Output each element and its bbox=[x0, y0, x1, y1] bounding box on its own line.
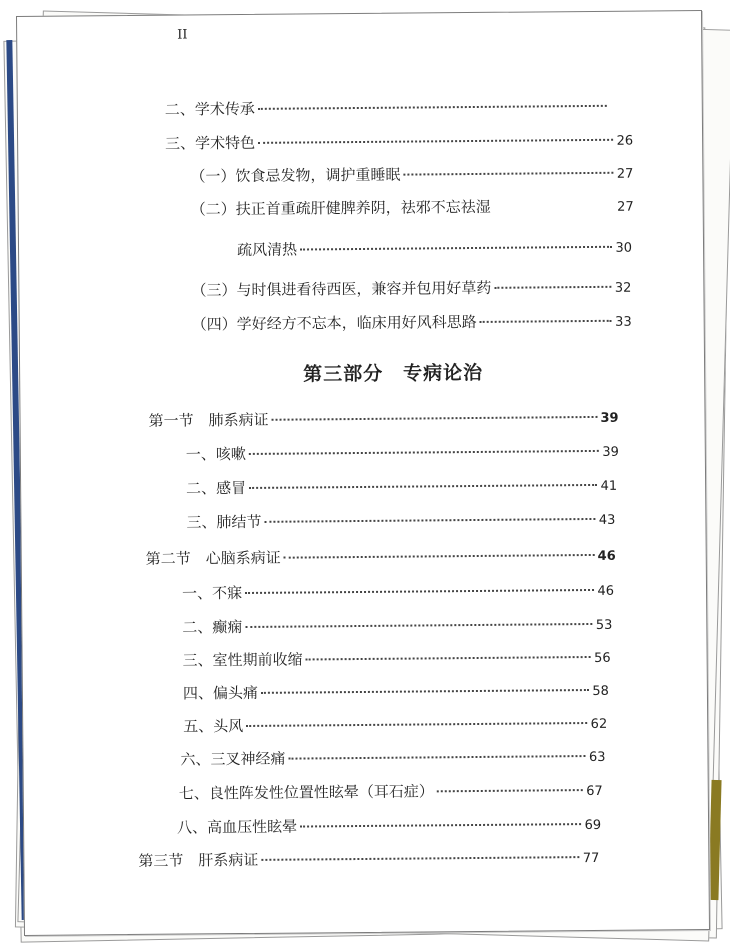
toc-entry-label: 第一节 肺系病证 bbox=[148, 410, 269, 430]
toc-entry-label: 二、学术传承 bbox=[164, 99, 255, 119]
toc-entry-label: 第三节 肝系病证 bbox=[138, 850, 259, 870]
toc-entry-label: 三、室性期前收缩 bbox=[182, 650, 303, 670]
toc-entry-page: 58 bbox=[592, 683, 609, 699]
toc-entry-page: 46 bbox=[597, 583, 615, 599]
toc-entry-label: 二、感冒 bbox=[186, 478, 247, 498]
toc-leader-dots bbox=[288, 755, 585, 760]
toc-entry-label: （四）学好经方不忘本，临床用好风科思路 bbox=[191, 312, 477, 334]
toc-chapter-entry[interactable] bbox=[146, 544, 616, 569]
toc-entry-page: 43 bbox=[598, 512, 616, 528]
toc-leader-dots bbox=[245, 589, 594, 594]
toc-entry-page: 27 bbox=[617, 199, 634, 215]
toc-entry[interactable] bbox=[191, 276, 631, 301]
toc-page bbox=[16, 10, 710, 936]
toc-entry[interactable] bbox=[180, 745, 605, 770]
toc-entry[interactable] bbox=[182, 579, 614, 604]
toc-entry-label: 五、头风 bbox=[183, 717, 244, 736]
toc-entry-label: 第二节 心脑系病证 bbox=[145, 548, 281, 568]
toc-leader-dots bbox=[246, 722, 587, 727]
toc-entry-page: 26 bbox=[616, 133, 634, 149]
toc-entry-page: 67 bbox=[586, 783, 603, 800]
toc-entry[interactable] bbox=[183, 646, 611, 671]
toc-entry-page: 56 bbox=[594, 650, 611, 666]
toc-entry-page: 30 bbox=[615, 240, 633, 256]
toc-leader-dots bbox=[494, 205, 614, 208]
toc-leader-dots bbox=[261, 856, 579, 861]
toc-entry[interactable] bbox=[191, 195, 634, 220]
toc-leader-dots bbox=[258, 105, 607, 110]
toc-entry-page: 62 bbox=[590, 716, 608, 732]
toc-entry-label: （三）与时俱进看待西医，兼容并包用好草药 bbox=[191, 278, 492, 300]
toc-entry-page: 41 bbox=[600, 478, 618, 494]
page-number: II bbox=[177, 27, 188, 43]
toc-entry-label: 七、良性阵发性位置性眩晕（耳石症） bbox=[178, 782, 434, 803]
toc-leader-dots bbox=[245, 623, 592, 628]
toc-entry[interactable] bbox=[182, 613, 612, 638]
toc-leader-dots bbox=[437, 789, 583, 792]
toc-entry-label: 一、不寐 bbox=[181, 584, 243, 603]
toc-entry[interactable] bbox=[177, 813, 601, 838]
toc-leader-dots bbox=[258, 139, 613, 144]
toc-entry[interactable] bbox=[192, 310, 632, 335]
toc-leader-dots bbox=[272, 416, 598, 421]
toc-entry-label: 二、癫痫 bbox=[182, 618, 243, 637]
toc-entry-label: 三、肺结节 bbox=[186, 512, 262, 532]
toc-entry[interactable] bbox=[186, 440, 619, 465]
toc-entry-label: 四、偏头痛 bbox=[182, 683, 259, 703]
toc-leader-dots bbox=[261, 689, 589, 694]
toc-leader-dots bbox=[403, 172, 613, 176]
toc-leader-dots bbox=[249, 450, 599, 455]
toc-entry-label: 八、高血压性眩晕 bbox=[177, 817, 298, 837]
toc-leader-dots bbox=[300, 823, 581, 827]
toc-entry-page: 39 bbox=[600, 410, 619, 426]
toc-entry[interactable] bbox=[183, 712, 607, 737]
toc-entry[interactable] bbox=[186, 508, 615, 533]
toc-entry-page: 63 bbox=[588, 749, 606, 766]
toc-leader-dots bbox=[494, 286, 611, 289]
section-title: 第三部分 专病论治 bbox=[303, 361, 484, 386]
toc-entry-label: 疏风清热 bbox=[236, 240, 298, 260]
toc-entry[interactable] bbox=[165, 129, 633, 154]
toc-leader-dots bbox=[300, 246, 612, 251]
toc-leader-dots bbox=[264, 518, 595, 523]
toc-entry-label: 六、三叉神经痛 bbox=[180, 749, 286, 769]
toc-leader-dots bbox=[306, 656, 591, 660]
toc-entry[interactable] bbox=[186, 474, 617, 499]
toc-entry-page: 33 bbox=[615, 314, 632, 330]
toc-leader-dots bbox=[284, 554, 595, 559]
toc-entry-page: 69 bbox=[584, 817, 602, 834]
toc-entry[interactable] bbox=[183, 679, 609, 704]
toc-entry-label: （二）扶正首重疏肝健脾养阴，祛邪不忘祛湿 bbox=[190, 197, 491, 219]
toc-entry-page: 27 bbox=[616, 166, 634, 182]
toc-entry-label: 一、咳嗽 bbox=[185, 444, 246, 464]
toc-chapter-entry[interactable] bbox=[138, 846, 599, 871]
toc-entry-page: 46 bbox=[597, 548, 616, 564]
toc-entry[interactable] bbox=[237, 236, 632, 260]
toc-entry-page: 53 bbox=[595, 617, 613, 633]
toc-entry-page: 39 bbox=[602, 444, 619, 460]
toc-entry-label: 三、学术特色 bbox=[165, 133, 256, 153]
toc-entry[interactable] bbox=[165, 95, 610, 120]
toc-leader-dots bbox=[249, 484, 597, 489]
toc-entry-label: （一）饮食忌发物，调护重睡眠 bbox=[190, 165, 401, 186]
toc-chapter-entry[interactable] bbox=[148, 406, 618, 431]
toc-entry[interactable] bbox=[179, 779, 603, 804]
toc-entry-page: 32 bbox=[614, 280, 632, 296]
toc-entry[interactable] bbox=[190, 162, 633, 187]
toc-leader-dots bbox=[480, 320, 612, 323]
toc-entry-page: 77 bbox=[582, 850, 600, 867]
